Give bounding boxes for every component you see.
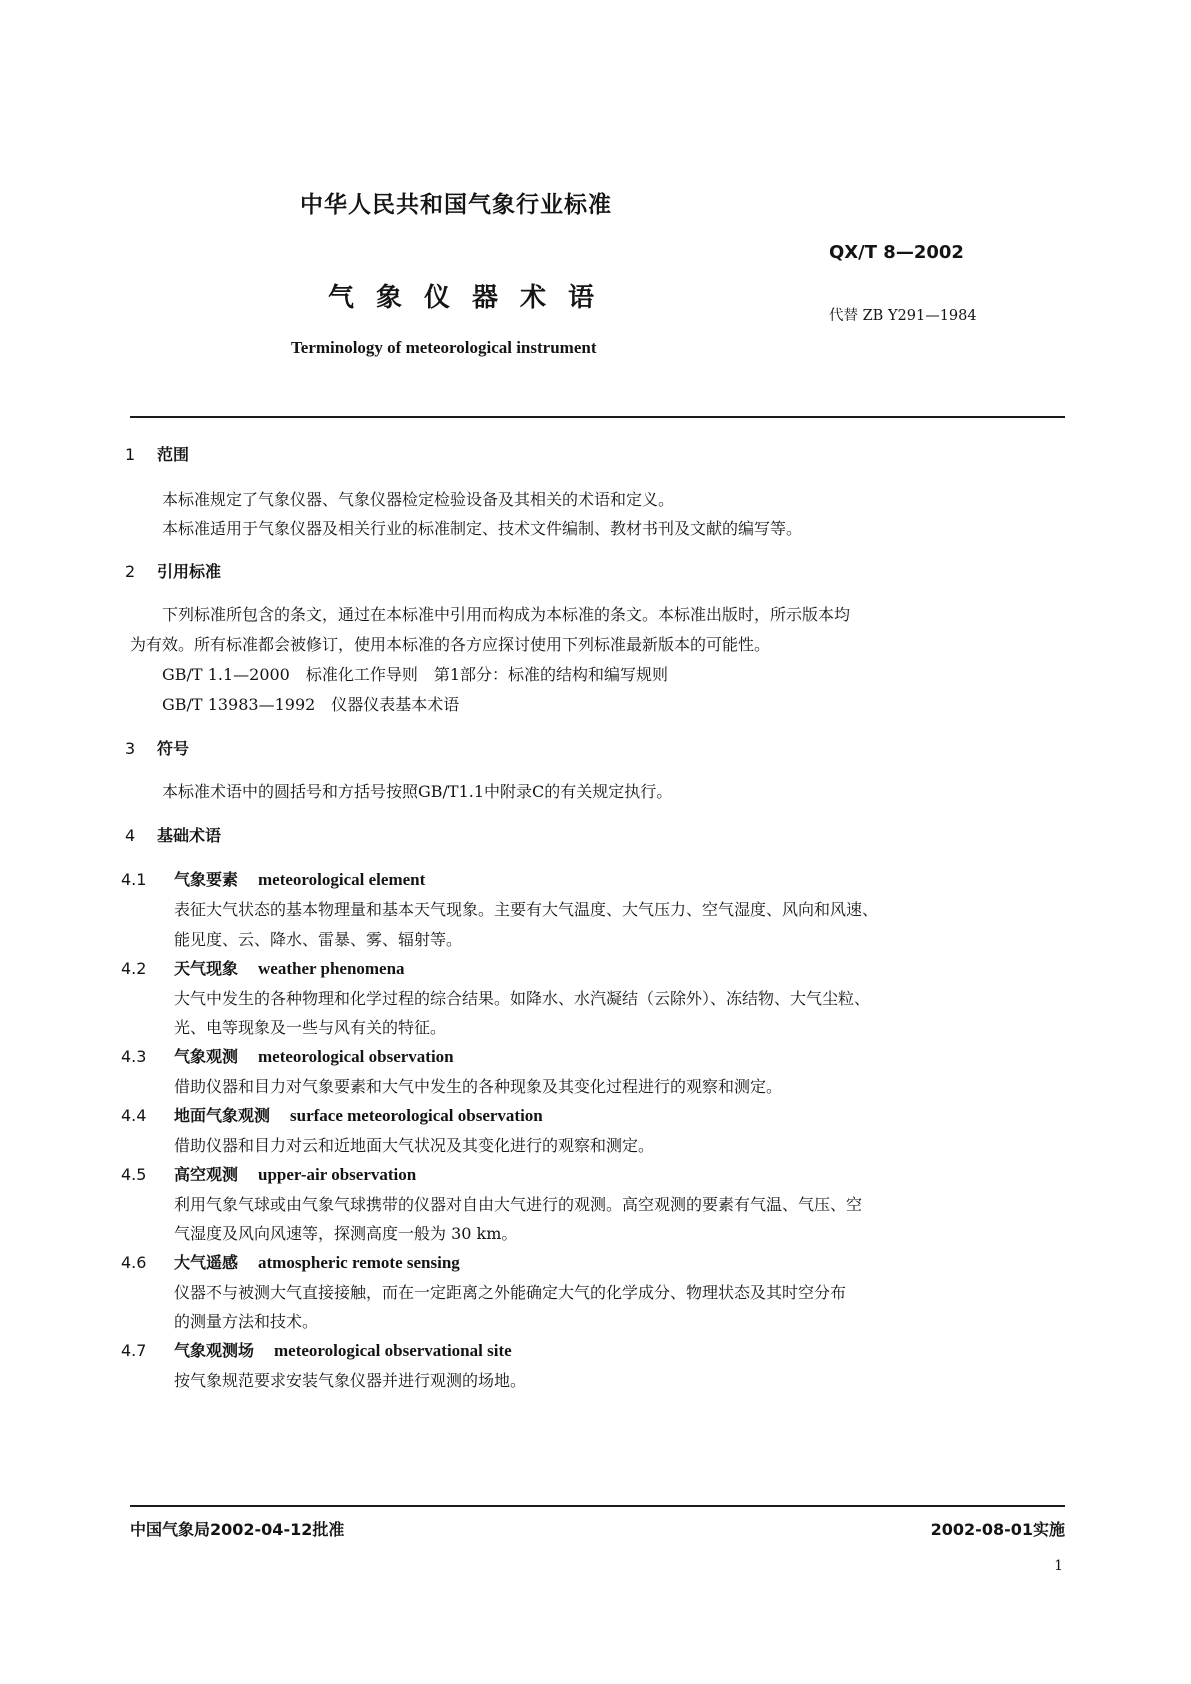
standard-header-title: 中华人民共和国气象行业标准 xyxy=(300,192,612,218)
term-number: 4.7 xyxy=(121,1341,147,1360)
footer-divider xyxy=(130,1505,1065,1507)
term-chinese: 地面气象观测 xyxy=(174,1106,271,1125)
term-definition: 光、电等现象及一些与风有关的特征。 xyxy=(174,1018,447,1037)
paragraph: 本标准术语中的圆括号和方括号按照GB/T1.1中附录C的有关规定执行。 xyxy=(162,782,673,801)
term-chinese: 高空观测 xyxy=(174,1165,239,1184)
term-number: 4.4 xyxy=(121,1106,147,1125)
term-chinese: 气象观测场 xyxy=(174,1341,255,1360)
term-heading xyxy=(121,1250,460,1273)
section-number: 1 xyxy=(125,445,136,464)
standard-number: QX/T 8—2002 xyxy=(829,242,964,263)
term-number: 4.3 xyxy=(121,1047,147,1066)
term-heading xyxy=(121,1103,543,1126)
section-title: 范围 xyxy=(157,445,190,464)
term-definition: 利用气象气球或由气象气球携带的仪器对自由大气进行的观测。高空观测的要素有气温、气压、空 xyxy=(174,1195,863,1214)
term-definition: 能见度、云、降水、雷暴、雾、辐射等。 xyxy=(174,930,463,949)
document-title: 气象仪器术语 xyxy=(328,283,617,313)
term-english: atmospheric remote sensing xyxy=(258,1253,460,1272)
term-definition: 的测量方法和技术。 xyxy=(174,1312,319,1331)
paragraph: 本标准适用于气象仪器及相关行业的标准制定、技术文件编制、教材书刊及文献的编写等。 xyxy=(162,519,803,538)
term-number: 4.5 xyxy=(121,1165,147,1184)
reference-item: GB/T 1.1—2000 标准化工作导则 第1部分：标准的结构和编写规则 xyxy=(162,665,669,684)
term-definition: 按气象规范要求安装气象仪器并进行观测的场地。 xyxy=(174,1371,527,1390)
section-heading-scope xyxy=(125,442,189,465)
term-definition: 大气中发生的各种物理和化学过程的综合结果。如降水、水汽凝结（云除外）、冻结物、大气尘粒、 xyxy=(174,989,871,1008)
term-english: meteorological observational site xyxy=(274,1341,512,1360)
section-heading-normative-references xyxy=(125,559,221,582)
section-title: 基础术语 xyxy=(157,826,222,845)
reference-item: GB/T 13983—1992 仪器仪表基本术语 xyxy=(162,695,460,714)
term-heading xyxy=(121,1338,512,1361)
term-number: 4.2 xyxy=(121,959,147,978)
term-definition: 仪器不与被测大气直接接触，而在一定距离之外能确定大气的化学成分、物理状态及其时空分布 xyxy=(174,1283,847,1302)
approval-date: 中国气象局2002-04-12批准 xyxy=(130,1520,345,1539)
term-english: weather phenomena xyxy=(258,959,405,978)
section-number: 4 xyxy=(125,826,136,845)
section-heading-symbols xyxy=(125,736,189,759)
section-title: 符号 xyxy=(157,739,190,758)
term-chinese: 大气遥感 xyxy=(174,1253,239,1272)
term-heading xyxy=(121,867,425,890)
section-title: 引用标准 xyxy=(157,562,222,581)
paragraph: 本标准规定了气象仪器、气象仪器检定检验设备及其相关的术语和定义。 xyxy=(162,490,675,509)
paragraph: 为有效。所有标准都会被修订，使用本标准的各方应探讨使用下列标准最新版本的可能性。 xyxy=(130,635,771,654)
term-heading xyxy=(121,1162,416,1185)
paragraph: 下列标准所包含的条文，通过在本标准中引用而构成为本标准的条文。本标准出版时，所示版本均 xyxy=(162,605,851,624)
replaces-standard: 代替 ZB Y291—1984 xyxy=(829,308,977,324)
page-number: 1 xyxy=(1054,1558,1063,1574)
term-chinese: 气象要素 xyxy=(174,870,239,889)
term-heading xyxy=(121,956,405,979)
header-divider xyxy=(130,416,1065,418)
term-definition: 借助仪器和目力对云和近地面大气状况及其变化进行的观察和测定。 xyxy=(174,1136,655,1155)
term-definition: 借助仪器和目力对气象要素和大气中发生的各种现象及其变化过程进行的观察和测定。 xyxy=(174,1077,783,1096)
term-number: 4.6 xyxy=(121,1253,147,1272)
term-chinese: 天气现象 xyxy=(174,959,239,978)
term-english: upper-air observation xyxy=(258,1165,417,1184)
effective-date: 2002-08-01实施 xyxy=(930,1520,1065,1539)
term-english: meteorological observation xyxy=(258,1047,454,1066)
section-heading-basic-terms xyxy=(125,823,221,846)
section-number: 2 xyxy=(125,562,136,581)
term-english: meteorological element xyxy=(258,870,426,889)
term-chinese: 气象观测 xyxy=(174,1047,239,1066)
term-definition: 气湿度及风向风速等，探测高度一般为 30 km。 xyxy=(174,1224,518,1243)
term-definition: 表征大气状态的基本物理量和基本天气现象。主要有大气温度、大气压力、空气湿度、风向和风速、 xyxy=(174,900,879,919)
term-number: 4.1 xyxy=(121,870,147,889)
section-number: 3 xyxy=(125,739,136,758)
term-heading xyxy=(121,1044,454,1067)
term-english: surface meteorological observation xyxy=(290,1106,543,1125)
document-title-english: Terminology of meteorological instrument xyxy=(291,338,597,357)
